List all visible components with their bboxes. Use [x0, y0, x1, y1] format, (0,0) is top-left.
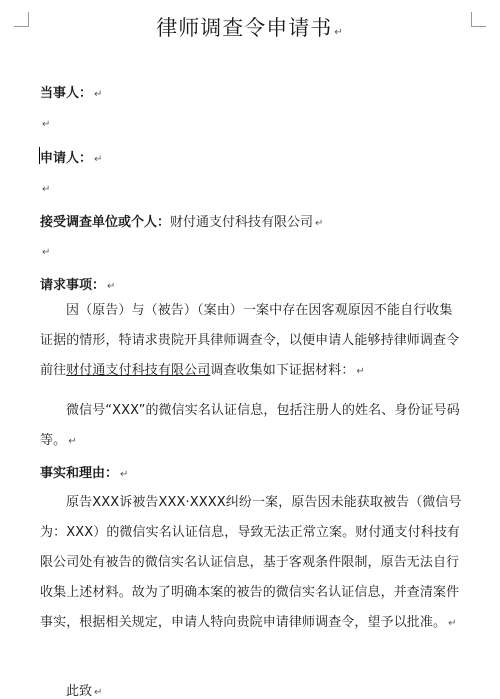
request-paragraph-1[interactable] — [40, 296, 462, 387]
paragraph-mark-icon: ↵ — [107, 281, 116, 292]
paragraph-mark-icon: ↵ — [94, 89, 103, 100]
empty-line[interactable] — [40, 116, 50, 131]
receiver-label: 接受调查单位或个人： — [40, 215, 171, 230]
request-heading[interactable] — [40, 274, 115, 293]
party-label: 当事人： — [40, 86, 93, 101]
request-heading-text: 请求事项： — [40, 278, 106, 293]
party-field[interactable] — [40, 82, 102, 101]
empty-line[interactable] — [40, 244, 50, 259]
underlined-company-name: 财付通支付科技有限公司 — [66, 363, 211, 378]
closing-line[interactable] — [66, 680, 102, 699]
paragraph-mark-icon: ↵ — [94, 687, 103, 698]
paragraph-mark-icon: ↵ — [356, 366, 365, 377]
receiver-field[interactable] — [40, 211, 323, 230]
facts-paragraph[interactable] — [40, 488, 462, 639]
facts-text: 原告XXX诉被告XXX·XXXX纠纷一案，原告因未能获取被告（微信号为：XXX）的微信实名认证信息，导致无法正常立案。财付通支付科技有限公司处有被告的微信实名认证信息，基于客观条件限制，原告无法自行收集上述材料。故为了明确本案的被告的微信实名认证信息，并查清案件事实，根据相关规定，申请人特向贵院申请律师调查令，望予以批准。 — [40, 495, 462, 630]
document-title[interactable] — [0, 12, 500, 42]
paragraph-mark-icon: ↵ — [315, 218, 324, 229]
request-text-part1: 因（原告）与（被告）（案由）一案中存在因客观原因不能自行收集证据的情形，特请求贵院开具律师调查令，以便申请人能够持律师调查令前往 — [40, 303, 460, 378]
paragraph-mark-icon: ↵ — [42, 119, 51, 130]
paragraph-mark-icon: ↵ — [42, 184, 51, 195]
request-paragraph-2[interactable] — [40, 396, 462, 457]
receiver-value: 财付通支付科技有限公司 — [170, 215, 314, 230]
facts-heading-text: 事实和理由： — [40, 466, 119, 481]
request-evidence-text: 微信号“XXX”的微信实名认证信息，包括注册人的姓名、身份证号码等。 — [40, 403, 460, 448]
request-text-part2: 调查收集如下证据材料： — [210, 363, 355, 378]
applicant-field[interactable] — [40, 147, 102, 166]
facts-heading[interactable] — [40, 462, 128, 481]
title-text: 律师调查令申请书 — [156, 16, 333, 40]
paragraph-mark-icon: ↵ — [448, 618, 457, 629]
paragraph-mark-icon: ↵ — [334, 27, 344, 38]
paragraph-mark-icon: ↵ — [42, 247, 51, 258]
applicant-label: 申请人： — [40, 151, 93, 166]
paragraph-mark-icon: ↵ — [120, 469, 129, 480]
closing-text: 此致 — [66, 684, 93, 699]
empty-line[interactable] — [40, 181, 50, 196]
paragraph-mark-icon: ↵ — [94, 154, 103, 165]
paragraph-mark-icon: ↵ — [68, 436, 77, 447]
